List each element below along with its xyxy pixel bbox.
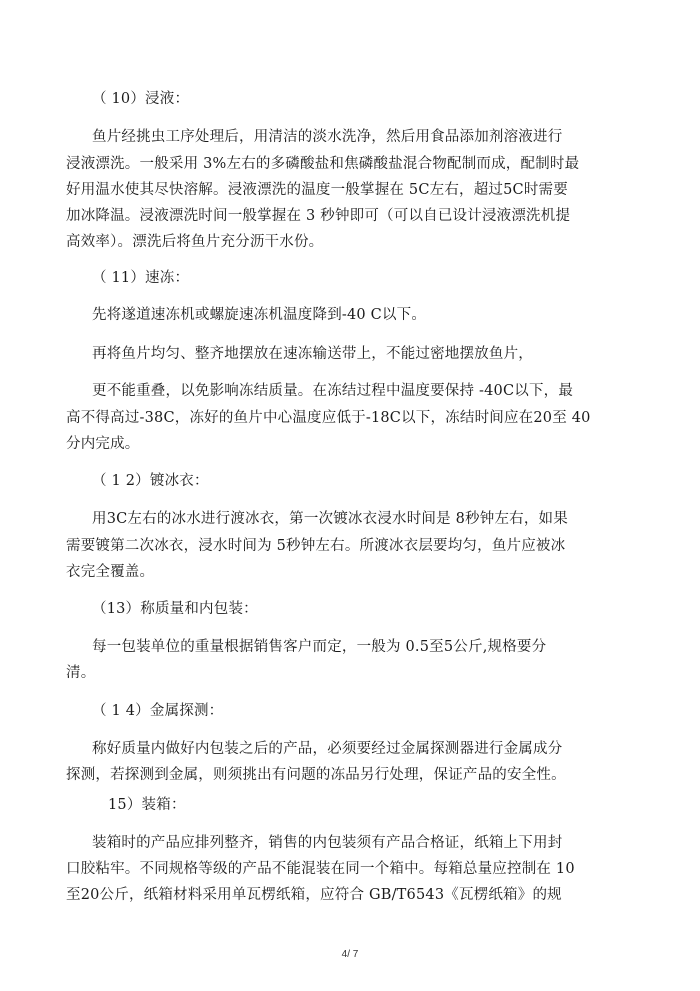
paragraph-line: 浸液漂洗。一般采用 3%左右的多磷酸盐和焦磷酸盐混合物配制而成，配制时最 (66, 156, 580, 172)
heading-step-13: （13）称质量和内包装： (92, 601, 258, 617)
heading-step-12: （ 1 2）镀冰衣： (92, 473, 209, 489)
paragraph-line: 需要镀第二次冰衣，浸水时间为 5秒钟左右。所渡冰衣层要均匀，鱼片应被冰 (66, 538, 566, 554)
paragraph-line: 装箱时的产品应排列整齐，销售的内包装须有产品合格证，纸箱上下用封 (92, 835, 563, 851)
paragraph-line: 分内完成。 (66, 436, 140, 452)
heading-step-14: （ 1 4）金属探测： (92, 703, 224, 719)
paragraph-line: 加冰降温。浸液漂洗时间一般掌握在 3 秒钟即可（可以自已设计浸液漂洗机提 (66, 208, 571, 224)
paragraph-line: 至20公斤，纸箱材料采用单瓦楞纸箱，应符合 GB/T6543《瓦楞纸箱》的规 (66, 887, 562, 903)
paragraph-line: 再将鱼片均匀、整齐地摆放在速冻输送带上，不能过密地摆放鱼片， (92, 346, 533, 362)
paragraph-line: 每一包装单位的重量根据销售客户而定，一般为 0.5至5公斤,规格要分 (92, 639, 547, 655)
paragraph-line: 好用温水使其尽快溶解。浸液漂洗的温度一般掌握在 5C左右，超过5C时需要 (66, 182, 568, 198)
paragraph-line: 口胶粘牢。不同规格等级的产品不能混装在同一个箱中。每箱总量应控制在 10 (66, 861, 575, 877)
paragraph-line: 清。 (66, 665, 96, 681)
paragraph-line: 用3C左右的冰水进行渡冰衣，第一次镀冰衣浸水时间是 8秒钟左右，如果 (92, 511, 568, 527)
paragraph-line: 先将遂道速冻机或螺旋速冻机温度降到-40 C以下。 (92, 307, 427, 323)
heading-step-15: 15）装箱： (108, 797, 186, 813)
paragraph-line: 鱼片经挑虫工序处理后，用清洁的淡水洗净，然后用食品添加剂溶液进行 (92, 129, 563, 145)
heading-step-11: （ 11）速冻： (92, 270, 190, 286)
paragraph-line: 更不能重叠，以免影响冻结质量。在冻结过程中温度要保持 -40C以下，最 (92, 383, 574, 399)
page-number: 4/ 7 (341, 949, 359, 960)
heading-step-10: （ 10）浸液： (92, 91, 190, 107)
paragraph-line: 称好质量内做好内包装之后的产品，必须要经过金属探测器进行金属成分 (92, 741, 563, 757)
paragraph-line: 高效率）。漂洗后将鱼片充分沥干水份。 (66, 234, 324, 250)
paragraph-line: 高不得高过-38C，冻好的鱼片中心温度应低于-18C以下，冻结时间应在20至 40 (66, 410, 591, 426)
paragraph-line: 衣完全覆盖。 (66, 564, 155, 580)
paragraph-line: 探测，若探测到金属，则须挑出有问题的冻品另行处理，保证产品的安全性。 (66, 767, 566, 783)
